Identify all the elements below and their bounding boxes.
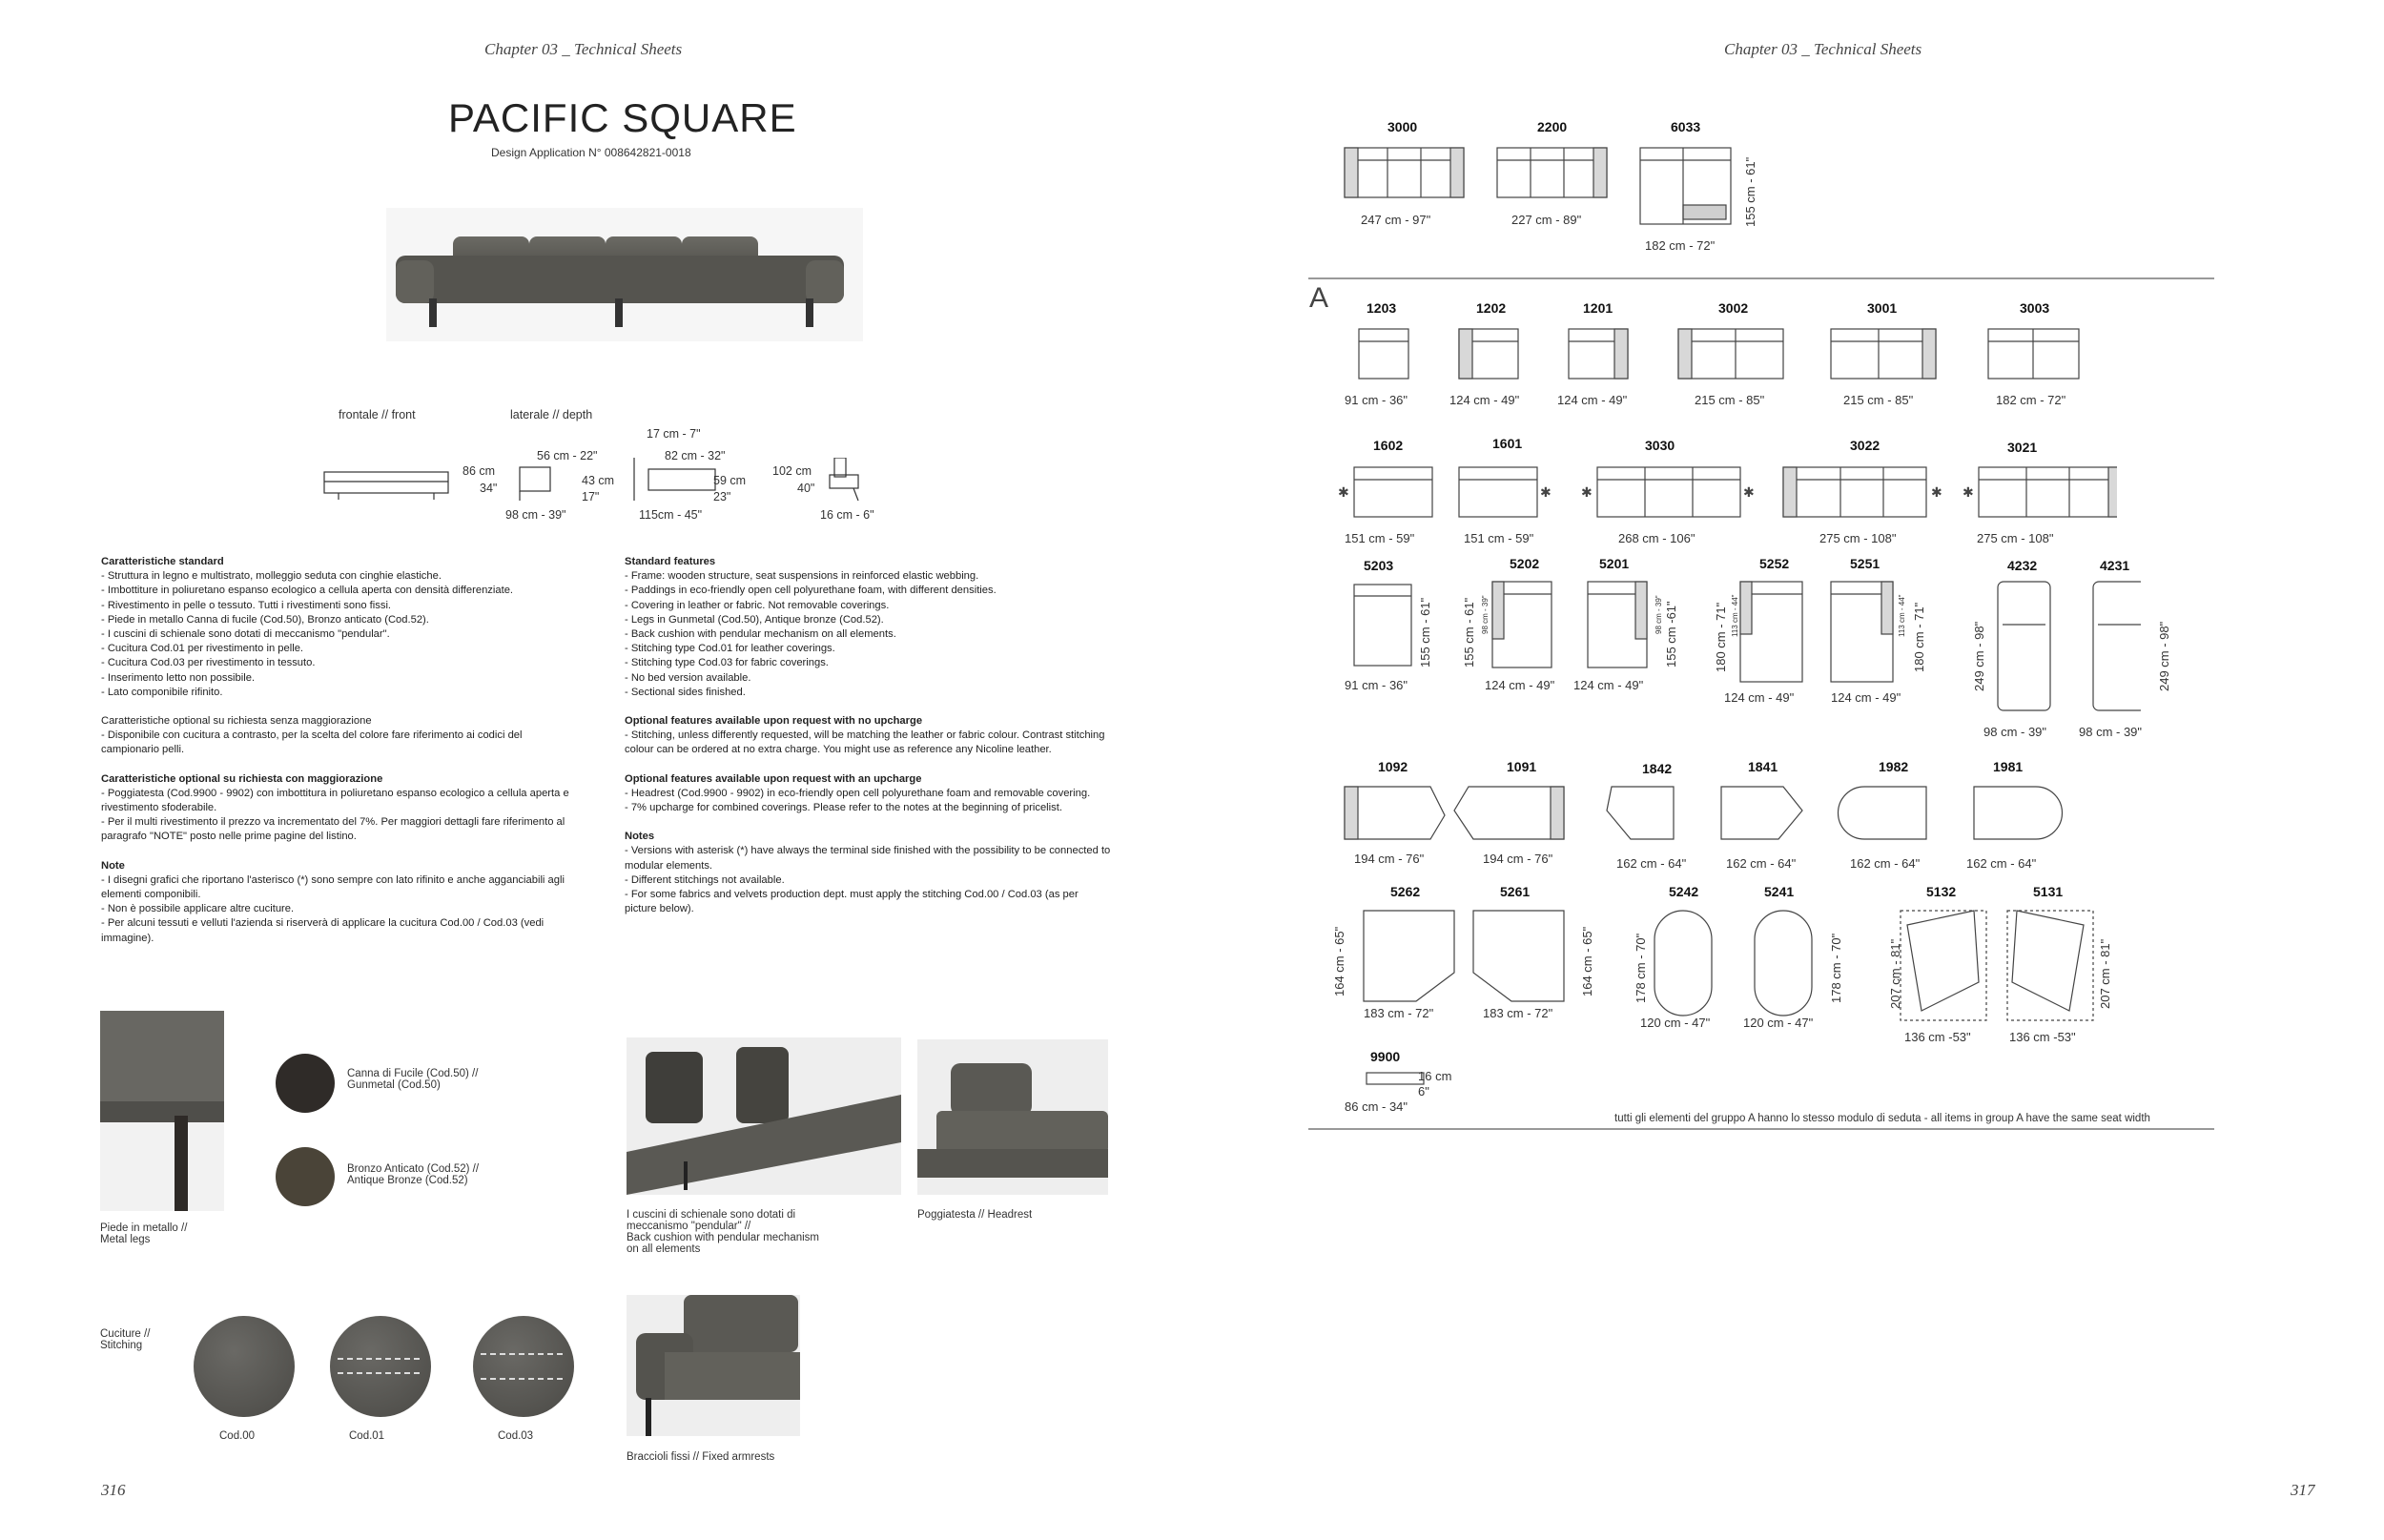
gunmetal-swatch xyxy=(276,1054,335,1113)
row3-vdim-2: 155 cm -61" xyxy=(1664,601,1678,667)
row3-dim-1: 124 cm - 49" xyxy=(1485,678,1555,692)
top-dim-0: 247 cm - 97" xyxy=(1361,213,1431,227)
row1-dim-0: 91 cm - 36" xyxy=(1345,393,1408,407)
row3-dim-6: 98 cm - 39" xyxy=(2079,725,2143,739)
row1-drawings xyxy=(1354,324,2117,383)
row3-dim-4: 124 cm - 49" xyxy=(1831,690,1901,705)
italian-features xyxy=(101,555,573,946)
en-opt-paid-body: - Headrest (Cod.9900 - 9902) in eco-friendly open cell polyurethane foam and removable covering. - 7% upcharge for combined coverings. Please refer to the notes at the beginning of pricelist. xyxy=(625,787,1091,814)
design-application: Design Application N° 008642821-0018 xyxy=(491,146,691,159)
row3-dim-5: 98 cm - 39" xyxy=(1983,725,2047,739)
row3-vdim-5: 249 cm - 98" xyxy=(1972,621,1986,691)
hero-sofa-photo xyxy=(386,208,863,341)
svg-text:✱: ✱ xyxy=(1963,485,1974,501)
view-front-label: frontale // front xyxy=(339,408,416,421)
svg-text:✱: ✱ xyxy=(1743,485,1755,501)
row1-dim-3: 215 cm - 85" xyxy=(1695,393,1765,407)
chapter-header-right: Chapter 03 _ Technical Sheets xyxy=(1724,40,1922,58)
headrest-caption: Poggiatesta // Headrest xyxy=(917,1209,1033,1221)
row2-dim-4: 275 cm - 108" xyxy=(1977,531,2054,545)
top-dim-2: 182 cm - 72" xyxy=(1645,238,1716,253)
row4-code-0: 1092 xyxy=(1378,759,1408,774)
armrests-photo xyxy=(627,1295,800,1436)
headrest-h1: 16 cm xyxy=(1418,1069,1452,1083)
row4-code-5: 1981 xyxy=(1993,759,2024,774)
stitch-cod03-swatch xyxy=(473,1316,574,1417)
it-std-body: - Struttura in legno e multistrato, molleggio seduta con cinghie elastiche. - Imbottiture in poliuretano espanso ecologico a cellula aperta con densità differenziate. - Rivestimento in pelle o tessuto. Tutti i rivestimenti sono fissi. - Piede in metallo Canna di fucile (Cod.50), Bronzo anticato (Cod.52). - I cuscini di schienale sono dotati di meccanismo "pendular". - Cucitura Cod.01 per rivestimento in pelle. - Cucitura Cod.03 per rivestimento in tessuto. - Inserimento letto non possibile. - Lato componibile rifinito. xyxy=(101,570,514,698)
row1-dim-4: 215 cm - 85" xyxy=(1843,393,1914,407)
row3-vdim-3: 180 cm - 71" xyxy=(1714,602,1728,672)
finish-bronze-label: Bronzo Anticato (Cod.52) // Antique Bronze (Cod.52) xyxy=(347,1163,480,1186)
stitch-cod00-swatch xyxy=(194,1316,295,1417)
dim-h40: 40" xyxy=(797,482,815,495)
row4-code-2: 1842 xyxy=(1642,761,1673,776)
dim-d82: 82 cm - 32" xyxy=(665,449,726,462)
en-opt-free-body: - Stitching, unless differently requested, will be matching the leather or fabric colour. Contrast stitching colour can be ordered at no extra charge. You might use as reference any Nicoline leather. xyxy=(625,729,1105,756)
product-title: PACIFIC SQUARE xyxy=(448,95,797,140)
row4-dim-1: 194 cm - 76" xyxy=(1483,852,1553,866)
row3-dim-3: 124 cm - 49" xyxy=(1724,690,1795,705)
row1-dim-5: 182 cm - 72" xyxy=(1996,393,2066,407)
stitch-cod01-swatch xyxy=(330,1316,431,1417)
row1-code-3: 3002 xyxy=(1718,300,1749,316)
row5-vdim-0: 164 cm - 65" xyxy=(1332,926,1346,996)
row4-dim-4: 162 cm - 64" xyxy=(1850,856,1921,871)
page-number-right: 317 xyxy=(2291,1481,2315,1499)
group-divider-top xyxy=(1308,277,2214,279)
row3-vsmall-2: 98 cm - 39" xyxy=(1654,595,1663,634)
row4-dim-3: 162 cm - 64" xyxy=(1726,856,1797,871)
en-opt-free-title: Optional features available upon request with no upcharge xyxy=(625,715,923,728)
dim-d17: 17 cm - 7" xyxy=(647,427,701,441)
en-std-body: - Frame: wooden structure, seat suspensions in reinforced elastic webbing. - Paddings in eco-friendly open cell polyurethane foam, with different densities. - Covering in leather or fabric. Not removable coverings. - Legs in Gunmetal (Cod.50), Antique bronze (Cod.52). - Back cushion with pendular mechanism on all elements. - Stitching type Cod.01 for leather coverings. - Stitching type Cod.03 for fabric coverings. - No bed version available. - Sectional sides finished. xyxy=(625,570,997,698)
row2-code-4: 3021 xyxy=(2007,440,2038,455)
row5-vdim-4: 207 cm - 81" xyxy=(1888,938,1902,1009)
row3-code-1: 5202 xyxy=(1510,556,1540,571)
row5-vdim-5: 207 cm - 81" xyxy=(2098,938,2112,1009)
dim-d56: 56 cm - 22" xyxy=(537,449,598,462)
dim-h86: 86 cm xyxy=(462,464,496,478)
bronze-swatch xyxy=(276,1147,335,1206)
row3-vdim-4: 180 cm - 71" xyxy=(1912,602,1926,672)
row3-code-3: 5252 xyxy=(1759,556,1790,571)
row3-code-6: 4231 xyxy=(2100,558,2130,573)
top-code-1: 2200 xyxy=(1537,119,1568,134)
row4-dim-2: 162 cm - 64" xyxy=(1616,856,1687,871)
row1-code-1: 1202 xyxy=(1476,300,1507,316)
group-divider-bottom xyxy=(1308,1128,2214,1130)
row5-code-5: 5131 xyxy=(2033,884,2064,899)
row4-code-4: 1982 xyxy=(1879,759,1909,774)
finish-gunmetal-label: Canna di Fucile (Cod.50) // Gunmetal (Cod.50) xyxy=(347,1068,479,1091)
dim-h59: 59 cm xyxy=(713,474,747,487)
top-dim-1: 227 cm - 89" xyxy=(1511,213,1582,227)
it-std-title: Caratteristiche standard xyxy=(101,556,224,567)
dim-d98: 98 cm - 39" xyxy=(505,508,566,522)
row5-dim-3: 120 cm - 47" xyxy=(1743,1016,1814,1030)
it-note-body: - I disegni grafici che riportano l'asterisco (*) sono sempre con lato rifinito e anche agganciabili agli elementi componibili. - Non è possibile applicare altre cuciture. - Per alcuni tessuti e velluti l'azienda si riserverà di applicare la cucitura Cod.00 / Cod.03 (vedi immagine). xyxy=(101,873,565,944)
row3-vdim-6: 249 cm - 98" xyxy=(2157,621,2171,691)
row4-code-3: 1841 xyxy=(1748,759,1778,774)
row3-code-0: 5203 xyxy=(1364,558,1394,573)
row3-code-4: 5251 xyxy=(1850,556,1880,571)
dim-h17: 17" xyxy=(582,490,600,503)
row5-code-2: 5242 xyxy=(1669,884,1699,899)
row3-code-2: 5201 xyxy=(1599,556,1630,571)
en-std-title: Standard features xyxy=(625,556,716,567)
row2-dim-1: 151 cm - 59" xyxy=(1464,531,1534,545)
row1-code-4: 3001 xyxy=(1867,300,1898,316)
headrest-photo xyxy=(917,1039,1108,1195)
row5-code-4: 5132 xyxy=(1926,884,1957,899)
row4-dim-5: 162 cm - 64" xyxy=(1966,856,2037,871)
row5-dim-5: 136 cm -53" xyxy=(2009,1030,2076,1044)
en-opt-paid-title: Optional features available upon request with an upcharge xyxy=(625,772,922,785)
dim-h102: 102 cm xyxy=(772,464,812,478)
row2-code-0: 1602 xyxy=(1373,438,1404,453)
row1-code-2: 1201 xyxy=(1583,300,1613,316)
row2-drawings xyxy=(1335,462,2117,522)
row3-vsmall-4: 113 cm - 44" xyxy=(1898,594,1906,637)
stitch-code-0: Cod.00 xyxy=(219,1430,256,1442)
svg-text:✱: ✱ xyxy=(1581,485,1593,501)
svg-text:✱: ✱ xyxy=(1540,485,1552,501)
row2-code-2: 3030 xyxy=(1645,438,1675,453)
view-depth-label: laterale // depth xyxy=(510,408,593,421)
dim-h34: 34" xyxy=(480,482,498,495)
row2-dim-3: 275 cm - 108" xyxy=(1819,531,1897,545)
headrest-h2: 6" xyxy=(1418,1084,1429,1099)
stitch-code-1: Cod.01 xyxy=(349,1430,385,1442)
pendular-photo xyxy=(627,1037,901,1195)
headrest-dim: 86 cm - 34" xyxy=(1345,1099,1408,1114)
row5-code-3: 5241 xyxy=(1764,884,1795,899)
it-opt-paid-body: - Poggiatesta (Cod.9900 - 9902) con imbottitura in poliuretano espanso ecologico a cellula aperta e rivestimento sfoderabile. - Per il multi rivestimento il prezzo va incrementato del 7%. Per maggiori dettagli fare riferimento al paragrafo "NOTE" posto nelle prime pagine del listino. xyxy=(101,787,569,843)
row1-code-5: 3003 xyxy=(2020,300,2050,316)
row3-vdim-0: 155 cm - 61" xyxy=(1418,597,1432,667)
row3-vsmall-1: 98 cm - 39" xyxy=(1481,595,1490,634)
top-code-2: 6033 xyxy=(1671,119,1701,134)
group-footnote: tutti gli elementi del gruppo A hanno lo stesso modulo di seduta - all items in group A have the same seat width xyxy=(1614,1113,2150,1124)
group-label: A xyxy=(1309,282,1329,314)
it-opt-free-body: - Disponibile con cucitura a contrasto, per la scelta del colore fare riferimento ai codici del campionario pelli. xyxy=(101,729,523,756)
row5-code-1: 5261 xyxy=(1500,884,1531,899)
row5-code-0: 5262 xyxy=(1390,884,1421,899)
dim-d16: 16 cm - 6" xyxy=(820,508,874,522)
dim-h23: 23" xyxy=(713,490,731,503)
metal-legs-photo xyxy=(100,1011,224,1211)
row5-vdim-3: 178 cm - 70" xyxy=(1829,933,1843,1003)
row2-code-3: 3022 xyxy=(1850,438,1880,453)
row2-dim-0: 151 cm - 59" xyxy=(1345,531,1415,545)
svg-text:✱: ✱ xyxy=(1338,485,1349,501)
row5-dim-0: 183 cm - 72" xyxy=(1364,1006,1434,1020)
row5-drawings xyxy=(1359,906,2103,1025)
row5-vdim-1: 164 cm - 65" xyxy=(1580,926,1594,996)
it-note-title: Note xyxy=(101,859,125,872)
row1-dim-2: 124 cm - 49" xyxy=(1557,393,1628,407)
row1-code-0: 1203 xyxy=(1367,300,1397,316)
row4-dim-0: 194 cm - 76" xyxy=(1354,852,1425,866)
row2-code-1: 1601 xyxy=(1492,436,1523,451)
en-note-title: Notes xyxy=(625,831,655,843)
row1-dim-1: 124 cm - 49" xyxy=(1449,393,1520,407)
it-opt-paid-title: Caratteristiche optional su richiesta con maggiorazione xyxy=(101,772,383,785)
pendular-caption: I cuscini di schienale sono dotati di meccanismo "pendular" // Back cushion with pendular mechanism on all elements xyxy=(627,1209,819,1255)
english-features xyxy=(625,555,1111,916)
stitching-label: Cuciture // Stitching xyxy=(100,1328,151,1351)
row4-drawings xyxy=(1340,782,2103,858)
page-number-left: 316 xyxy=(101,1481,126,1499)
top-code-0: 3000 xyxy=(1387,119,1418,134)
row5-vdim-2: 178 cm - 70" xyxy=(1634,933,1648,1003)
legs-caption: Piede in metallo // Metal legs xyxy=(100,1222,188,1245)
chapter-header-left: Chapter 03 _ Technical Sheets xyxy=(484,40,683,58)
dim-d115: 115cm - 45" xyxy=(639,508,703,522)
row5-dim-2: 120 cm - 47" xyxy=(1640,1016,1711,1030)
top-elements-drawings xyxy=(1340,143,1769,253)
row3-dim-0: 91 cm - 36" xyxy=(1345,678,1408,692)
it-opt-free-title: Caratteristiche optional su richiesta senza maggiorazione xyxy=(101,715,372,728)
row3-vdim-1: 155 cm - 61" xyxy=(1462,597,1476,667)
row4-code-1: 1091 xyxy=(1507,759,1537,774)
row3-code-5: 4232 xyxy=(2007,558,2038,573)
row5-dim-1: 183 cm - 72" xyxy=(1483,1006,1553,1020)
row5-dim-4: 136 cm -53" xyxy=(1904,1030,1971,1044)
en-note-body: - Versions with asterisk (*) have always the terminal side finished with the possibility to be connected to modular elements. - Different stitchings not available. - For some fabrics and velvets production dept. must apply the stitching Cod.00 / Cod.03 (as per picture below). xyxy=(625,845,1111,915)
row3-vsmall-3: 113 cm - 44" xyxy=(1731,594,1739,637)
headrest-code: 9900 xyxy=(1370,1049,1401,1064)
armrests-caption: Braccioli fissi // Fixed armrests xyxy=(627,1451,775,1463)
stitch-code-2: Cod.03 xyxy=(498,1430,534,1442)
dim-h43: 43 cm xyxy=(582,474,615,487)
svg-text:✱: ✱ xyxy=(1931,485,1942,501)
top-vdim-2: 155 cm - 61" xyxy=(1743,156,1757,227)
row2-dim-2: 268 cm - 106" xyxy=(1618,531,1696,545)
row3-dim-2: 124 cm - 49" xyxy=(1573,678,1644,692)
